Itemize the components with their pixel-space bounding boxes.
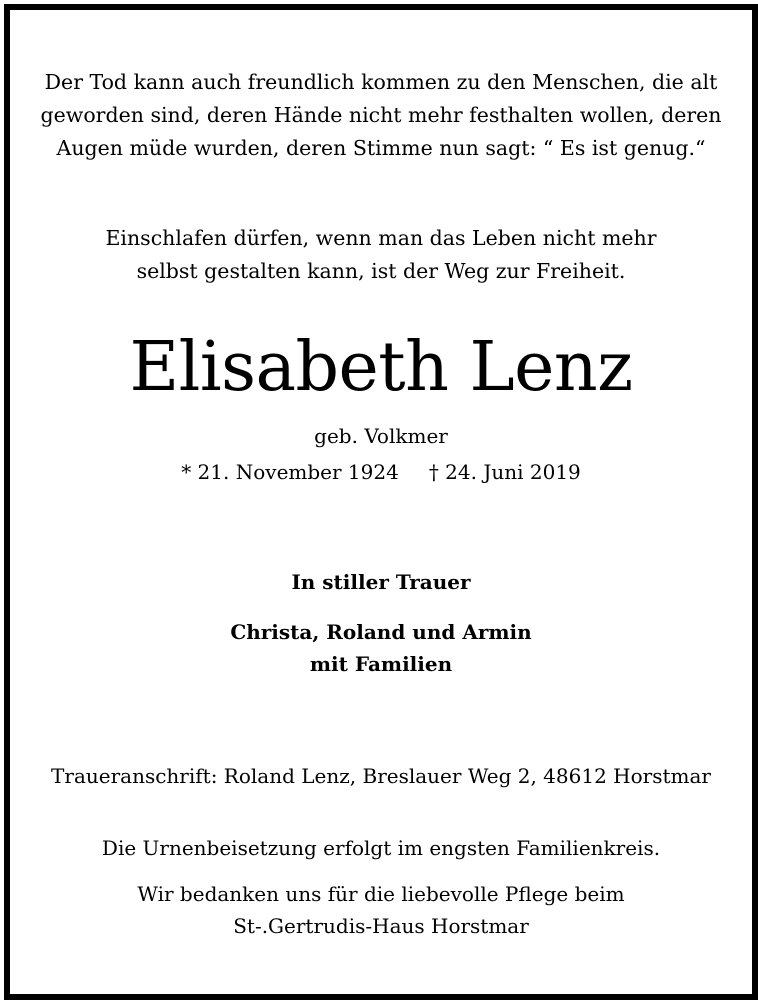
thanks-line-2: St-.Gertrudis-Haus Horstmar xyxy=(233,914,529,938)
mourner-families: mit Familien xyxy=(309,652,453,676)
mourning-address: Traueranschrift: Roland Lenz, Breslauer Weg 2, 48612 Horstmar xyxy=(51,764,711,788)
burial-note: Die Urnenbeisetzung erfolgt im engsten Familienkreis. xyxy=(101,836,661,860)
quote-line-2: geworden sind, deren Hände nicht mehr festhalten wollen, deren xyxy=(40,103,722,127)
quote-line-3: Augen müde wurden, deren Stimme nun sagt: “ Es ist genug.“ xyxy=(56,136,706,160)
life-dates xyxy=(10,458,752,486)
quote-line-1: Der Tod kann auch freundlich kommen zu den Menschen, die alt xyxy=(44,70,718,94)
second-quote-line-2: selbst gestalten kann, ist der Weg zur Freiheit. xyxy=(136,259,626,283)
birth-date: * 21. November 1924 xyxy=(181,460,399,484)
death-date: † 24. Juni 2019 xyxy=(428,460,581,484)
thanks-line-1: Wir bedanken uns für die liebevolle Pflege beim xyxy=(137,882,625,906)
mourner-names: Christa, Roland und Armin xyxy=(230,620,532,644)
birth-name: geb. Volkmer xyxy=(314,424,448,448)
obituary-frame xyxy=(4,4,758,1000)
deceased-name: Elisabeth Lenz xyxy=(129,328,633,407)
second-quote-line-1: Einschlafen dürfen, wenn man das Leben nicht mehr xyxy=(105,226,657,250)
mourning-intro: In stiller Trauer xyxy=(291,570,471,594)
